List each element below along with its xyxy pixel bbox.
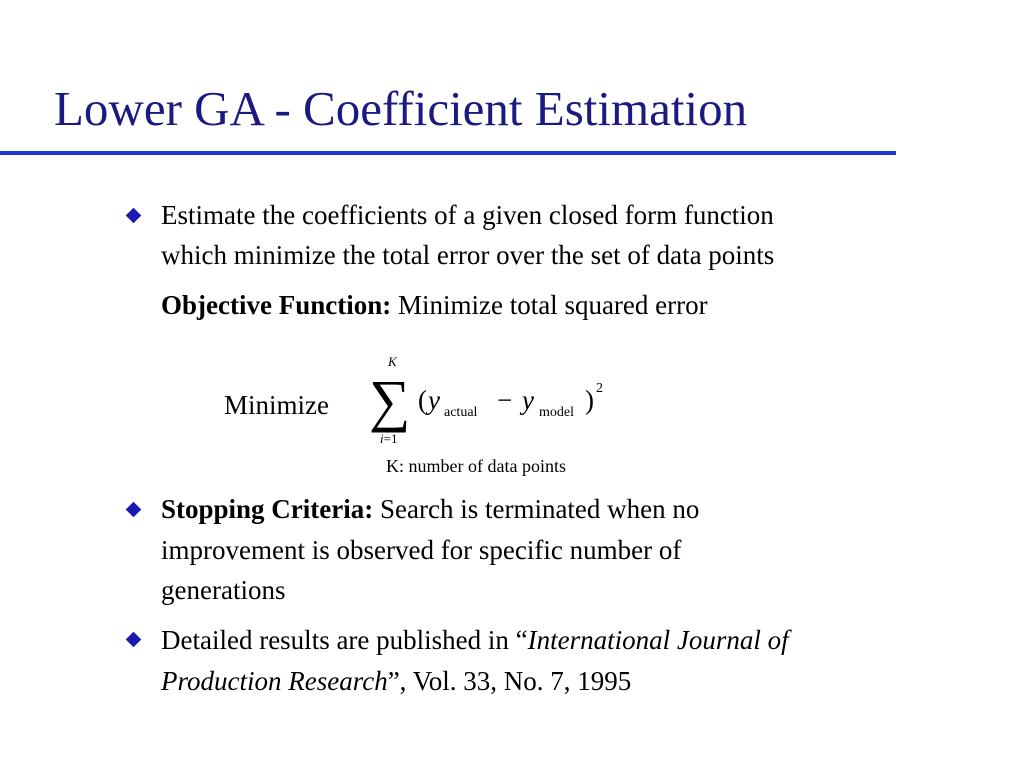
formula-close-paren: ) — [585, 385, 594, 415]
publication-prefix: Detailed results are published in “ — [161, 625, 528, 655]
bullet-3-line-1 — [161, 627, 789, 654]
journal-name-part-1: International Journal of — [527, 625, 789, 655]
formula-lower-index: i — [380, 431, 384, 446]
formula-sub-model: model — [539, 405, 574, 420]
slide-title: Lower GA - Coefficient Estimation — [54, 81, 748, 136]
formula-y-model: y — [522, 385, 534, 415]
journal-name-part-2: Production Research — [161, 666, 388, 696]
formula-y-actual: y — [428, 385, 440, 415]
formula-open-paren: ( — [418, 385, 427, 415]
bullet-2-line-3: generations — [161, 575, 286, 605]
bullet-1-line-2: which minimize the total error over the set of data points — [161, 240, 775, 270]
formula-sub-actual: actual — [444, 405, 478, 420]
formula-minimize-word: Minimize — [224, 390, 329, 420]
bullet-2-line-1 — [161, 496, 699, 523]
bullet-1-line-1: Estimate the coefficients of a given closed form function — [161, 200, 774, 230]
formula-exponent: 2 — [596, 381, 603, 396]
bullet-2-line-2: improvement is observed for specific number of — [161, 535, 682, 565]
publication-suffix: ”, Vol. 33, No. 7, 1995 — [387, 666, 632, 696]
formula-lower-limit — [380, 431, 397, 446]
formula-lower-equals: = — [383, 431, 391, 446]
stopping-criteria-label: Stopping Criteria: — [161, 494, 374, 524]
objective-function-text: Minimize total squared error — [391, 290, 708, 320]
objective-function-label: Objective Function: — [161, 290, 392, 320]
formula-caption: K: number of data points — [386, 456, 566, 476]
formula-lower-value: 1 — [390, 431, 398, 446]
formula-upper-limit: K — [388, 354, 397, 369]
formula-sigma: ∑ — [369, 368, 411, 433]
formula-minus: − — [497, 385, 513, 415]
stopping-criteria-text: Search is terminated when no — [373, 494, 700, 524]
bullet-3-line-2 — [161, 668, 631, 695]
